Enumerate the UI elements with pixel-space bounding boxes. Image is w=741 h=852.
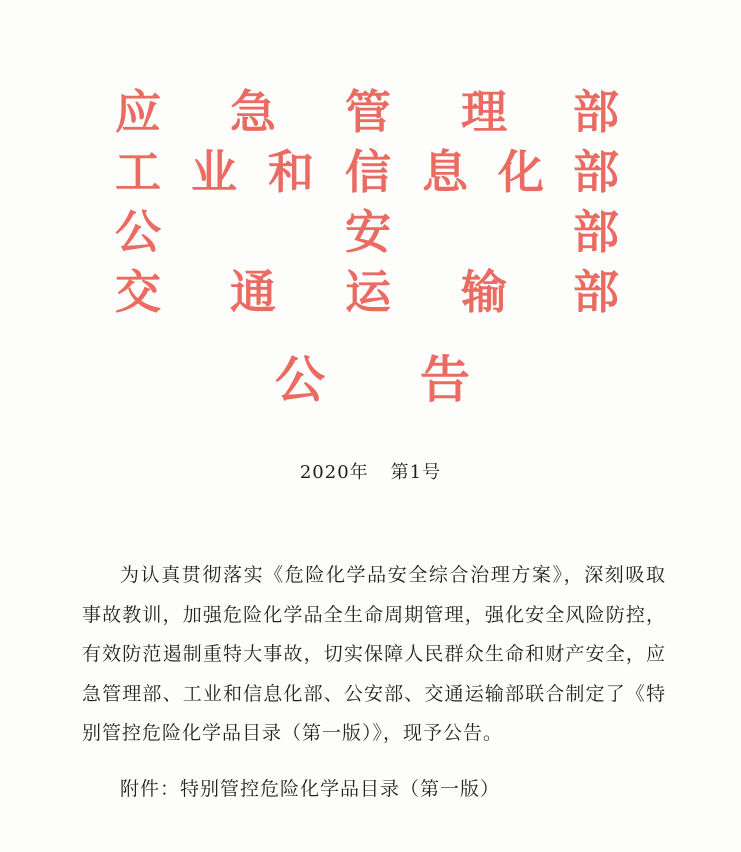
masthead-line-industry-it (112, 142, 622, 202)
document-year: 2020年 (299, 462, 369, 483)
masthead-char: 和 (268, 145, 314, 199)
masthead-char: 公 (115, 205, 161, 259)
notice-title (260, 348, 480, 412)
masthead-char: 工 (115, 145, 161, 199)
masthead-char: 部 (573, 265, 619, 319)
masthead-char: 交 (115, 265, 161, 319)
masthead-char: 业 (191, 145, 237, 199)
masthead-char: 部 (573, 205, 619, 259)
notice-title-char: 公 (275, 351, 325, 409)
attachment-line: 附件：特别管控危险化学品目录（第一版） (120, 778, 501, 800)
document-number (0, 458, 741, 484)
masthead-char: 安 (345, 205, 391, 259)
masthead-char: 管 (345, 85, 391, 139)
masthead-char: 息 (422, 145, 468, 199)
notice-title-char: 告 (420, 351, 470, 409)
masthead-char: 化 (498, 145, 544, 199)
masthead-char: 信 (345, 145, 391, 199)
masthead-line-emergency-management (112, 82, 622, 142)
masthead-char: 部 (573, 85, 619, 139)
masthead-line-public-security (112, 202, 622, 262)
masthead-char: 输 (461, 265, 507, 319)
document-issue-number: 第1号 (390, 462, 442, 483)
masthead-char: 理 (461, 85, 507, 139)
announcement-body: 为认真贯彻落实《危险化学品安全综合治理方案》，深刻吸取事故教训，加强危险化学品全生命周期管理，强化安全风险防控，有效防范遏制重特大事故，切实保障人民群众生命和财产安全，应急管理部、工业和信息化部、公安部、交通运输部联合制定了《特别管控危险化学品目录（第一版）》，现予公告。 (82, 564, 666, 744)
masthead-char: 部 (573, 145, 619, 199)
masthead-char: 通 (230, 265, 276, 319)
masthead-char: 运 (345, 265, 391, 319)
masthead-char: 应 (115, 85, 161, 139)
masthead-line-transport (112, 262, 622, 322)
masthead-char: 急 (230, 85, 276, 139)
